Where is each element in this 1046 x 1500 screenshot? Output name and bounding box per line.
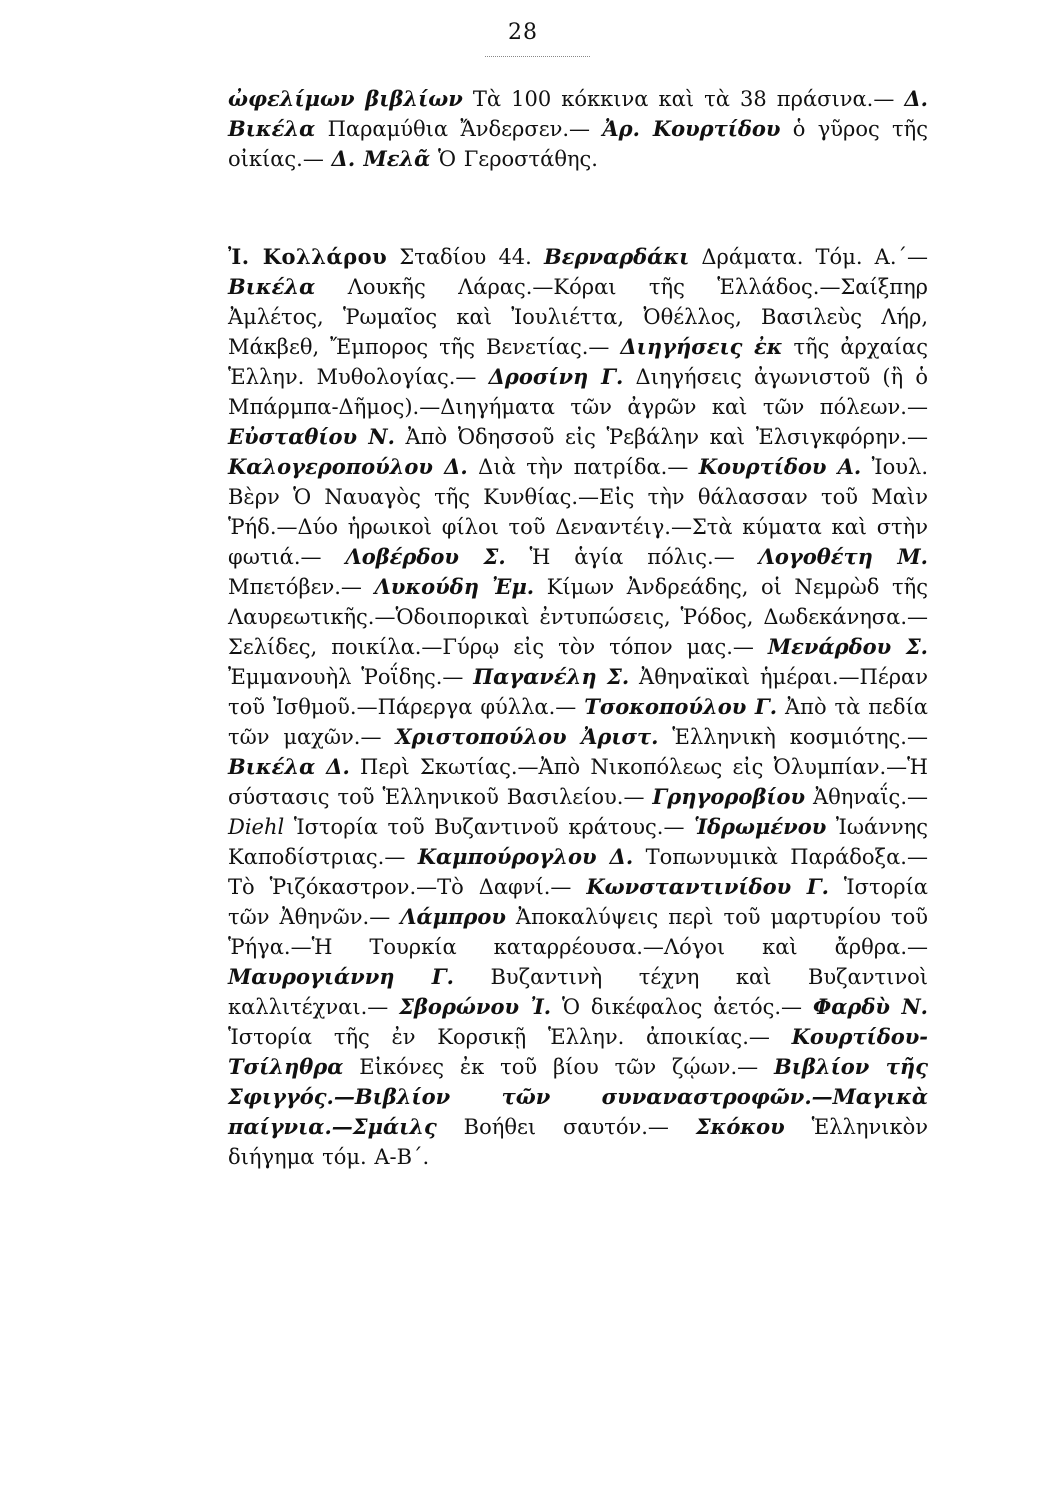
author-name: Βικέλα [228,274,316,299]
text-run: Περὶ Σκωτίας.—Ἀπὸ Νικοπόλεως εἰς Ὀλυμπίαν.—Ἡ σύστασις τοῦ Ἑλληνικοῦ Βασιλείου.— [228,755,929,809]
text-run: Ἰωάννης Καποδίστριας.— [228,815,929,869]
text-run: Βοήθει σαυτόν.— [436,1115,696,1139]
author-name: Καμπούρογλου Δ. [417,844,634,869]
author-name-latin: Diehl [228,815,285,839]
author-name: Τσοκοπούλου Γ. [584,694,778,719]
author-name: Λοβέρδου Σ. [345,544,506,569]
text-run: Κίμων Ἀνδρεάδης, οἱ Νεμρὼδ τῆς Λαυρεωτικῆς.—Ὁδοιπορικαὶ ἐντυπώσεις, Ῥόδος, Δωδεκάνησα.—Σελίδες, ποικίλα.—Γύρῳ εἰς τὸν τόπον μας.— [228,575,928,659]
author-name: Μενάρδου Σ. [767,634,928,659]
author-name: Ἀρ. Κουρτίδου [602,116,781,141]
author-name: Σβορώνου Ἰ. [399,994,552,1019]
header-rule [485,56,590,57]
author-name: ὠφελίμων βιβλίων [228,86,463,111]
text-run: Ἱστορία τοῦ Βυζαντινοῦ κράτους.— [284,815,695,839]
author-name: Λυκούδη Ἐμ. [374,574,535,599]
author-name: Καλογεροπούλου Δ. [228,454,468,479]
text-run: Ἱστορία τῆς ἐν Κορσικῇ Ἑλλην. ἀποικίας.— [228,1025,792,1049]
text-run: Μπετόβεν.— [228,575,375,599]
text-run: Ἀθηναϊκαὶ ἡμέραι.—Πέραν τοῦ Ἰσθμοῦ.—Πάρεργα φύλλα.— [228,665,929,719]
author-name: Δροσίνη Γ. [488,364,624,389]
text-run: Ἀπὸ Ὀδησσοῦ εἰς Ῥεβάλην καὶ Ἐλσιγκφόρην.— [394,425,929,449]
text-run: Λουκῆς Λάρας.—Κόραι τῆς Ἑλλάδος.—Σαίξπηρ Ἀμλέτος, Ῥωμαῖος καὶ Ἰουλιέττα, Ὀθέλλος, Βασιλεὺς Λήρ, Μάκβεθ, Ἔμπορος τῆς Βενετίας.— [228,275,928,359]
author-name: Κουρτίδου Α. [698,454,862,479]
text-run: Παραμύθια Ἄνδερσεν.— [315,117,603,141]
author-name: Γρηγοροβίου [652,784,806,809]
text-run: Ἑλληνικὴ κοσμιότης.— [658,725,928,749]
author-name: Εὐσταθίου Ν. [228,424,395,449]
text-run: Εἰκόνες ἐκ τοῦ βίου τῶν ζῴων.— [343,1055,774,1079]
text-run: Ὁ δικέφαλος ἀετός.— [551,995,813,1019]
author-name: Λάμπρου [400,904,506,929]
author-name: Χριστοπούλου Ἀριστ. [395,724,659,749]
author-name: Παγανέλη Σ. [473,664,630,689]
publisher-name: Ἰ. Κολλάρου [228,244,388,269]
text-run: Ἐμμανουὴλ Ῥοΐδης.— [228,665,474,689]
page-number: 28 [508,20,538,45]
text-run: Σταδίου 44. [387,245,544,269]
author-name: Κωνσταντινίδου Γ. [586,874,829,899]
intro-paragraph [228,84,928,174]
text-run: Ὁ Γεροστάθης. [430,147,598,171]
text-run: Ἑλληνικὸν διήγημα τόμ. Α-Β´. [228,1115,928,1169]
author-name: Λογοθέτη Μ. [758,544,928,569]
author-name: Σκόκου [695,1114,785,1139]
text-run: Διηγήσεις ἀγωνιστοῦ (ἢ ὁ Μπάρμπα-Δῆμος).—Διηγήματα τῶν ἀγρῶν καὶ τῶν πόλεων.— [228,365,928,419]
catalog-paragraph [228,242,928,1172]
text-run: Τὰ 100 κόκκινα καὶ τὰ 38 πράσινα.— [462,87,905,111]
author-name: Δ. Βικέλα [228,86,928,141]
text-run: τῆς ἀρχαίας Ἑλλην. Μυθολογίας.— [228,335,928,389]
text-run: Ἀποκαλύψεις περὶ τοῦ μαρτυρίου τοῦ Ῥήγα.—Ἡ Τουρκία καταρρέουσα.—Λόγοι καὶ ἄρθρα.— [228,905,928,959]
text-run: Τοπωνυμικὰ Παράδοξα.—Τὸ Ῥιζόκαστρον.—Τὸ Δαφνί.— [228,845,928,899]
text-run: Διὰ τὴν πατρίδα.— [467,455,699,479]
text-run: Ἀθηναΐς.— [805,785,928,809]
author-name: Βιβλίον τῆς Σφιγγός.—Βιβλίον τῶν συναναστροφῶν.—Μαγικὰ παίγνια.—Σμάιλς [228,1054,928,1139]
author-name: Βικέλα Δ. [228,754,350,779]
text-run: Ἡ ἁγία πόλις.— [505,545,759,569]
author-name: Φαρδὺ Ν. [812,994,928,1019]
author-name: Ἱδρωμένου [694,814,827,839]
text-run: Ἰουλ. Βὲρν Ὁ Ναυαγὸς τῆς Κυνθίας.—Εἰς τὴν θάλασσαν τοῦ Μαὶν Ῥήδ.—Δύο ἡρωικοὶ φίλοι τοῦ Δεναντέιγ.—Στὰ κύματα καὶ στὴν φωτιά.— [228,455,928,569]
author-name: Διηγήσεις ἐκ [620,334,783,359]
author-name: Δ. Μελᾶ [331,146,431,171]
text-run: Ἱστορία τῶν Ἀθηνῶν.— [228,875,928,929]
text-run: Βυζαντινὴ τέχνη καὶ Βυζαντινοὶ καλλιτέχναι.— [228,965,929,1019]
text-run: Δράματα. Τόμ. Α.´— [689,245,928,269]
author-name: Μαυρογιάννη Γ. [228,964,454,989]
author-name: Κουρτίδου-Τσίληθρα [228,1024,928,1079]
text-run: ὁ γῦρος τῆς οἰκίας.— [228,117,928,171]
text-run: Ἀπὸ τὰ πεδία τῶν μαχῶν.— [228,695,928,749]
author-name: Βερναρδάκι [544,244,690,269]
